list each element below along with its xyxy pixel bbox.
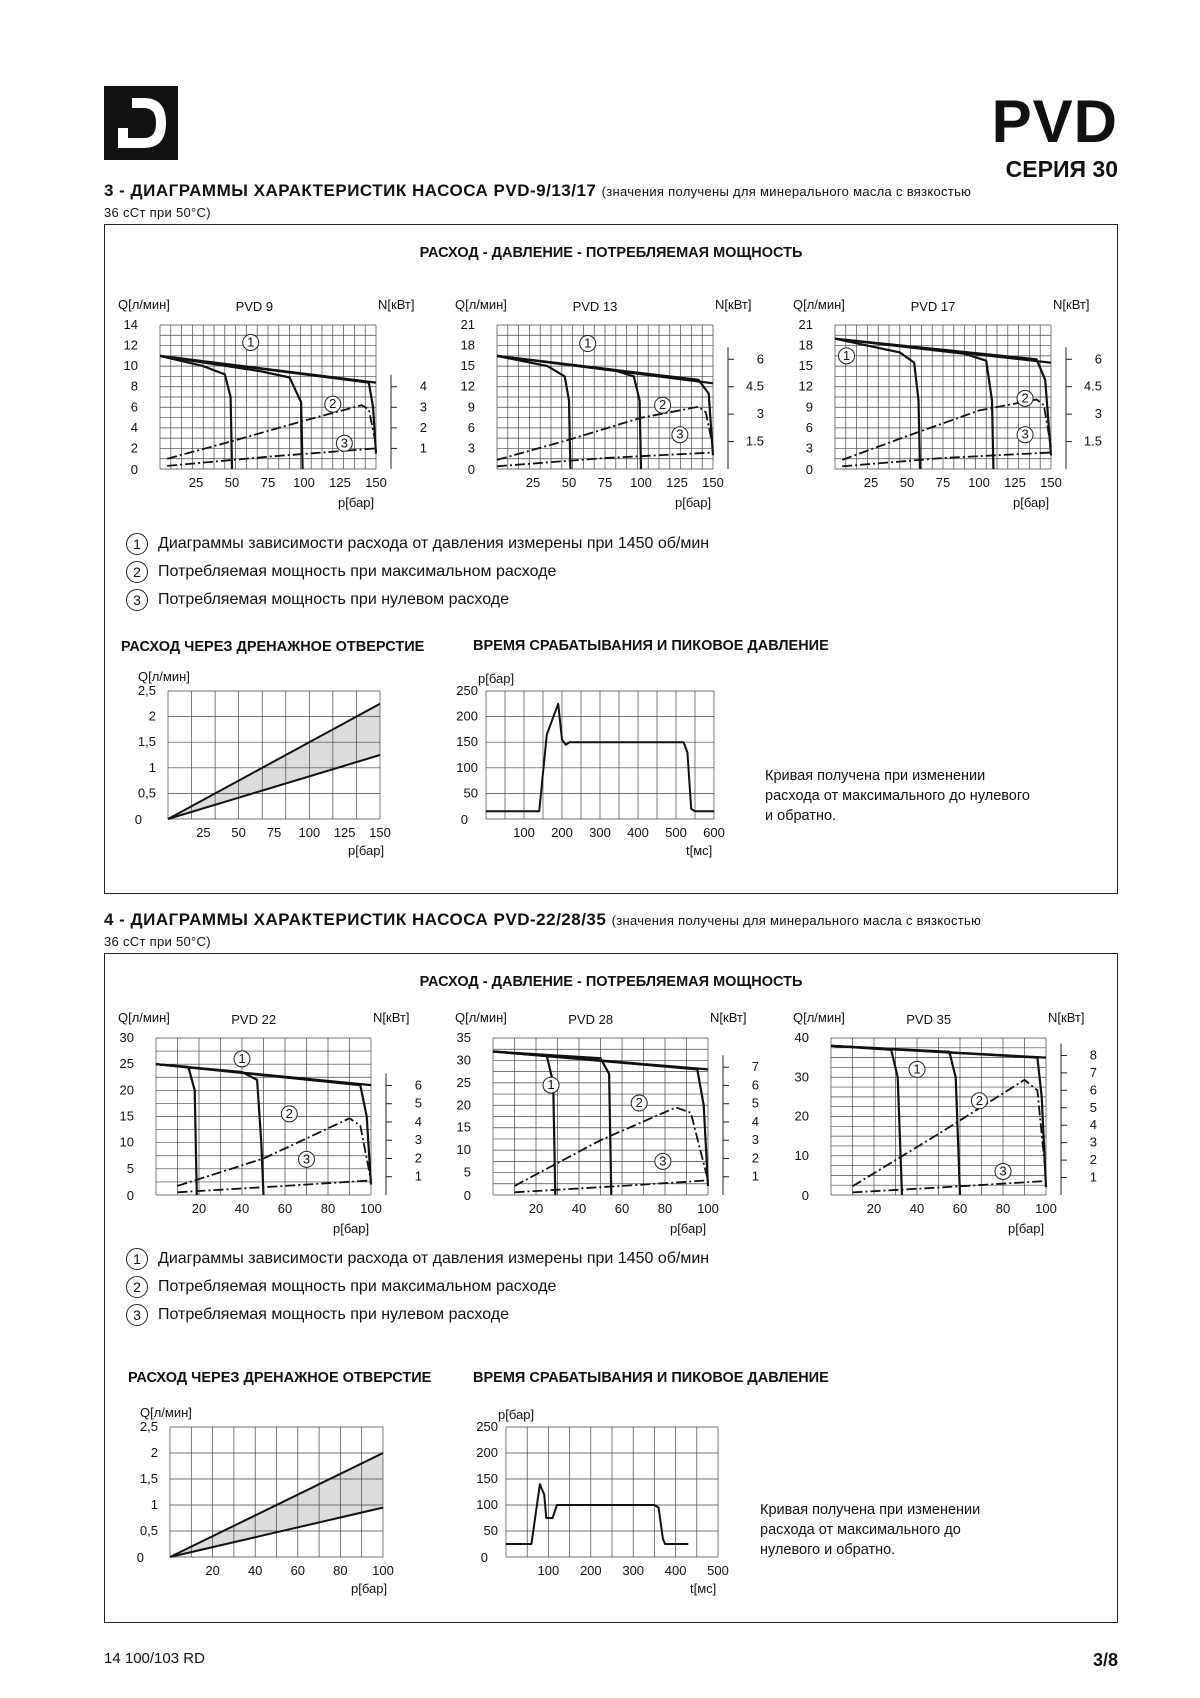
legend-item	[126, 1304, 509, 1326]
x-tick-label: 100	[1035, 1201, 1057, 1216]
drain-chart-title: РАСХОД ЧЕРЕЗ ДРЕНАЖНОЕ ОТВЕРСТИЕ	[128, 1370, 432, 1386]
y2-tick-label: 4	[751, 1113, 759, 1129]
y2-tick-label: 6	[751, 1077, 759, 1093]
x-tick-label: 40	[247, 1563, 263, 1578]
y-tick-label: 12	[460, 378, 475, 394]
x-axis-label: p[бар]	[1013, 495, 1050, 510]
y-tick-label: 20	[119, 1082, 134, 1098]
y2-tick-label: 3	[756, 406, 764, 422]
y-tick-label: 250	[456, 683, 478, 698]
y-tick-label: 30	[456, 1052, 471, 1068]
x-tick-label: 200	[579, 1563, 602, 1578]
y-tick-label: 10	[794, 1147, 809, 1163]
x-tick-label: 50	[224, 475, 240, 490]
y-tick-label: 5	[463, 1164, 471, 1180]
legend-item	[126, 561, 556, 583]
section-3-title	[104, 181, 971, 201]
y-tick-label: 0	[801, 1188, 809, 1203]
caption-line: расхода от максимального до нулевого	[765, 788, 1030, 804]
x-tick-label: 150	[1040, 475, 1062, 490]
y-tick-label: 50	[483, 1523, 498, 1538]
flow-curve	[835, 339, 993, 469]
y-tick-label: 2	[150, 1445, 158, 1460]
chart-response-time-2	[458, 1393, 738, 1602]
response-caption	[765, 766, 1030, 826]
section-3-panel-title: РАСХОД - ДАВЛЕНИЕ - ПОТРЕБЛЯЕМАЯ МОЩНОСТЬ	[419, 245, 803, 261]
y-axis-label: Q[л/мин]	[140, 1405, 192, 1420]
curve-marker-label: 1	[238, 1050, 246, 1066]
y-tick-label: 2	[148, 708, 156, 724]
y2-tick-label: 6	[1089, 1082, 1097, 1098]
x-tick-label: 100	[697, 1201, 719, 1216]
y2-tick-label: 2	[1089, 1152, 1097, 1168]
x-tick-label: 40	[234, 1201, 250, 1216]
x-tick-label: 80	[320, 1201, 336, 1216]
caption-line: Кривая получена при изменении	[760, 1502, 981, 1518]
x-tick-label: 125	[1004, 475, 1026, 490]
x-axis-label: t[мс]	[686, 843, 713, 858]
y-axis-label: Q[л/мин]	[793, 1010, 845, 1025]
y2-tick-label: 3	[1094, 406, 1102, 422]
y-axis-label: p[бар]	[478, 671, 515, 686]
document-number: 14 100/103 RD	[104, 1650, 205, 1667]
response-curve	[506, 1484, 688, 1544]
chart-title: PVD 9	[235, 299, 274, 314]
legend-number: 1	[126, 1248, 148, 1270]
x-tick-label: 100	[372, 1563, 394, 1578]
power-curve-zero-flow	[853, 1181, 1047, 1192]
section-4-note: (значения получены для минерального масла с вязкостью	[611, 913, 982, 928]
x-axis-label: p[бар]	[333, 1221, 370, 1236]
y-axis-label: Q[л/мин]	[455, 1010, 507, 1025]
y2-axis-label: N[кВт]	[710, 1010, 747, 1025]
y-tick-label: 15	[460, 358, 475, 374]
y2-tick-label: 4	[1089, 1117, 1097, 1133]
series-title: СЕРИЯ 30	[1005, 156, 1118, 182]
chart-title: PVD 13	[572, 299, 618, 314]
y-tick-label: 6	[130, 399, 138, 415]
response-chart-title: ВРЕМЯ СРАБАТЫВАНИЯ И ПИКОВОЕ ДАВЛЕНИЕ	[473, 638, 829, 654]
x-tick-label: 50	[561, 475, 577, 490]
y2-tick-label: 2	[751, 1150, 759, 1166]
y2-tick-label: 3	[751, 1132, 759, 1148]
x-tick-label: 100	[298, 825, 321, 840]
y-tick-label: 30	[794, 1069, 809, 1085]
x-tick-label: 25	[863, 475, 879, 490]
x-tick-label: 75	[935, 475, 951, 490]
y-tick-label: 12	[798, 378, 813, 394]
x-tick-label: 125	[666, 475, 688, 490]
y2-tick-label: 2	[419, 419, 427, 435]
x-tick-label: 25	[196, 825, 211, 840]
y-tick-label: 0	[467, 462, 475, 477]
y-tick-label: 20	[794, 1108, 809, 1124]
chart-title: PVD 17	[910, 299, 956, 314]
y2-axis-label: N[кВт]	[378, 297, 415, 312]
power-curve-max-flow	[178, 1118, 372, 1186]
caption-line: и обратно.	[765, 808, 837, 824]
curve-marker-label: 3	[1021, 426, 1029, 442]
response-caption	[760, 1500, 980, 1560]
y2-axis-label: N[кВт]	[715, 297, 752, 312]
y-tick-label: 0	[463, 1188, 471, 1203]
y2-axis-label: N[кВт]	[373, 1010, 410, 1025]
x-tick-label: 100	[537, 1563, 560, 1578]
y-tick-label: 12	[123, 337, 138, 353]
y-tick-label: 150	[456, 734, 478, 750]
x-tick-label: 300	[589, 825, 611, 840]
x-tick-label: 60	[277, 1201, 293, 1216]
x-tick-label: 200	[551, 825, 573, 840]
y-tick-label: 0,5	[137, 785, 156, 801]
y-tick-label: 9	[805, 399, 813, 415]
y-tick-label: 10	[123, 358, 138, 374]
drain-chart-title: РАСХОД ЧЕРЕЗ ДРЕНАЖНОЕ ОТВЕРСТИЕ	[121, 639, 425, 655]
y-tick-label: 1	[148, 759, 156, 775]
y2-tick-label: 7	[1089, 1064, 1097, 1080]
legend-item	[126, 533, 709, 555]
legend-text: Потребляемая мощность при нулевом расходе	[158, 1306, 509, 1323]
legend-number: 3	[126, 589, 148, 611]
y-tick-label: 2,5	[137, 683, 156, 698]
y2-axis-label: N[кВт]	[1053, 297, 1090, 312]
y-axis-label: Q[л/мин]	[793, 297, 845, 312]
flow-curve	[493, 1052, 555, 1196]
y2-tick-label: 4	[419, 378, 427, 394]
y-tick-label: 21	[460, 317, 475, 332]
y2-tick-label: 5	[414, 1095, 422, 1111]
y-tick-label: 1,5	[137, 734, 156, 750]
y-tick-label: 30	[119, 1030, 134, 1045]
x-tick-label: 100	[630, 475, 652, 490]
y-tick-label: 200	[476, 1445, 498, 1460]
x-tick-label: 80	[657, 1201, 673, 1216]
y-tick-label: 0,5	[139, 1523, 158, 1538]
curve-marker-label: 2	[975, 1092, 983, 1108]
legend-item	[126, 1276, 556, 1298]
y-tick-label: 15	[119, 1108, 134, 1124]
x-tick-label: 25	[525, 475, 541, 490]
y-tick-label: 3	[467, 440, 475, 456]
x-axis-label: p[бар]	[338, 495, 375, 510]
section-3-note: (значения получены для минерального масла с вязкостью	[601, 184, 972, 199]
y-axis-label: Q[л/мин]	[118, 1010, 170, 1025]
legend-item	[126, 589, 509, 611]
y-tick-label: 15	[798, 358, 813, 374]
caption-line: расхода от максимального до	[760, 1522, 961, 1538]
y-tick-label: 0	[805, 462, 813, 477]
y-tick-label: 0	[126, 1188, 134, 1203]
y-tick-label: 14	[123, 317, 138, 332]
x-tick-label: 150	[369, 825, 391, 840]
y-axis-label: Q[л/мин]	[138, 669, 190, 684]
chart-title: PVD 35	[906, 1012, 952, 1027]
section-4-panel-title: РАСХОД - ДАВЛЕНИЕ - ПОТРЕБЛЯЕМАЯ МОЩНОСТЬ	[419, 974, 803, 990]
y2-tick-label: 1.5	[745, 433, 764, 449]
y-tick-label: 25	[119, 1056, 134, 1072]
chart-title: PVD 22	[231, 1012, 277, 1027]
x-tick-label: 75	[260, 475, 276, 490]
caption-line: Кривая получена при изменении	[765, 768, 986, 784]
y-tick-label: 150	[476, 1471, 498, 1486]
y-tick-label: 20	[456, 1097, 471, 1113]
x-tick-label: 125	[329, 475, 351, 490]
y-tick-label: 6	[805, 419, 813, 435]
y-tick-label: 1	[150, 1497, 158, 1512]
x-tick-label: 60	[290, 1563, 306, 1578]
section-4-title	[104, 910, 981, 930]
y2-tick-label: 1	[1089, 1169, 1097, 1185]
y-tick-label: 21	[798, 317, 813, 332]
y-axis-label: Q[л/мин]	[455, 297, 507, 312]
flow-curve	[493, 1052, 611, 1196]
y2-tick-label: 1.5	[1083, 433, 1102, 449]
x-axis-label: p[бар]	[1008, 1221, 1045, 1236]
y-tick-label: 35	[456, 1030, 471, 1045]
legend-text: Потребляемая мощность при максимальном расходе	[158, 1278, 557, 1295]
x-tick-label: 150	[365, 475, 387, 490]
curve-marker-label: 1	[842, 347, 851, 363]
x-tick-label: 100	[513, 825, 535, 840]
y-tick-label: 18	[460, 337, 475, 353]
curve-marker-label: 1	[584, 335, 592, 351]
chart-pvd9	[118, 285, 446, 519]
x-tick-label: 80	[333, 1563, 348, 1578]
section-4-note-cont: 36 сСт при 50°С)	[104, 934, 211, 949]
x-tick-label: 20	[205, 1563, 220, 1578]
y2-tick-label: 3	[419, 399, 427, 415]
curve-marker-label: 2	[285, 1105, 293, 1121]
curve-marker-label: 3	[659, 1153, 667, 1169]
brand-title: PVD	[991, 88, 1118, 155]
chart-pvd28	[455, 1010, 778, 1245]
power-curve-zero-flow	[842, 453, 1051, 467]
y-tick-label: 0	[460, 812, 468, 827]
y-tick-label: 25	[456, 1074, 471, 1090]
power-curve-max-flow	[853, 1080, 1047, 1186]
x-tick-label: 100	[293, 475, 315, 490]
y2-tick-label: 6	[756, 351, 764, 367]
flow-curve	[831, 1046, 902, 1195]
x-tick-label: 75	[266, 825, 282, 840]
y2-tick-label: 1	[419, 440, 427, 456]
x-tick-label: 400	[627, 825, 649, 840]
y-tick-label: 9	[467, 399, 475, 415]
y-tick-label: 0	[134, 812, 142, 827]
y2-tick-label: 6	[1094, 351, 1102, 367]
y-tick-label: 0	[130, 462, 138, 477]
y-tick-label: 100	[456, 759, 478, 775]
chart-pvd13	[455, 285, 783, 519]
y-tick-label: 0	[136, 1550, 144, 1565]
curve-marker-label: 1	[247, 334, 255, 350]
curve-marker-label: 1	[547, 1077, 555, 1093]
x-tick-label: 20	[866, 1201, 882, 1216]
y-tick-label: 40	[794, 1030, 809, 1045]
curve-marker-label: 2	[1021, 390, 1029, 406]
y-tick-label: 2,5	[139, 1419, 158, 1434]
y2-tick-label: 1	[751, 1168, 759, 1184]
y-axis-label: p[бар]	[498, 1407, 535, 1422]
legend-text: Потребляемая мощность при нулевом расходе	[158, 591, 509, 608]
legend-text: Потребляемая мощность при максимальном расходе	[158, 563, 557, 580]
caption-line: нулевого и обратно.	[760, 1542, 896, 1558]
x-axis-label: p[бар]	[675, 495, 712, 510]
y2-tick-label: 4.5	[1083, 378, 1102, 394]
page-number: 3/8	[1092, 1650, 1118, 1670]
chart-pvd22	[118, 1010, 441, 1245]
legend-text: Диаграммы зависимости расхода от давления измерены при 1450 об/мин	[158, 1250, 710, 1267]
legend-number: 3	[126, 1304, 148, 1326]
chart-drain-flow-1	[120, 660, 400, 864]
y-axis-label: Q[л/мин]	[118, 297, 170, 312]
curve-marker-label: 1	[913, 1061, 921, 1077]
x-tick-label: 25	[188, 475, 204, 490]
y-tick-label: 250	[476, 1419, 498, 1434]
y2-tick-label: 8	[1089, 1047, 1097, 1063]
y2-tick-label: 1	[414, 1168, 422, 1184]
chart-pvd35	[793, 1010, 1116, 1245]
x-tick-label: 500	[707, 1563, 729, 1578]
y-tick-label: 10	[119, 1134, 134, 1150]
y2-tick-label: 4.5	[745, 378, 764, 394]
x-tick-label: 60	[952, 1201, 968, 1216]
curve-marker-label: 3	[999, 1163, 1007, 1179]
response-chart-title: ВРЕМЯ СРАБАТЫВАНИЯ И ПИКОВОЕ ДАВЛЕНИЕ	[473, 1370, 829, 1386]
x-tick-label: 40	[571, 1201, 587, 1216]
section-4-heading: 4 - ДИАГРАММЫ ХАРАКТЕРИСТИК НАСОСА PVD-22/28/35	[104, 910, 607, 929]
x-tick-label: 50	[899, 475, 915, 490]
x-tick-label: 100	[360, 1201, 382, 1216]
x-axis-label: p[бар]	[351, 1581, 388, 1596]
legend-number: 2	[126, 1276, 148, 1298]
x-tick-label: 400	[664, 1563, 687, 1578]
chart-response-time-1	[458, 660, 734, 864]
x-tick-label: 80	[995, 1201, 1011, 1216]
y-tick-label: 1,5	[139, 1471, 158, 1486]
y2-tick-label: 3	[1089, 1134, 1097, 1150]
y-tick-label: 2	[130, 440, 138, 456]
y-tick-label: 18	[798, 337, 813, 353]
y2-tick-label: 7	[751, 1059, 759, 1075]
legend-item	[126, 1248, 709, 1270]
y-tick-label: 15	[456, 1119, 471, 1135]
section-3-heading: 3 - ДИАГРАММЫ ХАРАКТЕРИСТИК НАСОСА PVD-9/13/17	[104, 181, 597, 200]
legend-number: 2	[126, 561, 148, 583]
y2-tick-label: 3	[414, 1132, 422, 1148]
y-tick-label: 4	[130, 419, 138, 435]
x-axis-label: p[бар]	[348, 843, 385, 858]
legend-number: 1	[126, 533, 148, 555]
x-tick-label: 100	[968, 475, 990, 490]
x-tick-label: 300	[622, 1563, 645, 1578]
y2-tick-label: 5	[1089, 1099, 1097, 1115]
curve-marker-label: 2	[635, 1095, 643, 1111]
y2-tick-label: 6	[414, 1077, 422, 1093]
y-tick-label: 8	[130, 378, 138, 394]
y-tick-label: 50	[463, 785, 478, 801]
y-tick-label: 6	[467, 419, 475, 435]
y-tick-label: 5	[126, 1160, 134, 1176]
x-tick-label: 150	[702, 475, 724, 490]
y-tick-label: 100	[476, 1497, 498, 1512]
x-tick-label: 500	[665, 825, 687, 840]
chart-drain-flow-2	[120, 1393, 403, 1602]
y-tick-label: 3	[805, 440, 813, 456]
y2-axis-label: N[кВт]	[1048, 1010, 1085, 1025]
chart-title: PVD 28	[568, 1012, 614, 1027]
y-tick-label: 200	[456, 708, 478, 724]
y2-tick-label: 5	[751, 1095, 759, 1111]
curve-marker-label: 3	[676, 426, 684, 442]
section-3-note-cont: 36 сСт при 50°С)	[104, 205, 211, 220]
y2-tick-label: 4	[414, 1113, 422, 1129]
curve-marker-label: 3	[302, 1151, 311, 1167]
x-axis-label: t[мс]	[690, 1581, 717, 1596]
x-tick-label: 60	[614, 1201, 630, 1216]
y2-tick-label: 2	[414, 1150, 422, 1166]
x-axis-label: p[бар]	[670, 1221, 707, 1236]
x-tick-label: 125	[333, 825, 356, 840]
chart-pvd17	[793, 285, 1121, 519]
x-tick-label: 50	[231, 825, 246, 840]
curve-marker-label: 2	[658, 397, 667, 413]
x-tick-label: 75	[597, 475, 613, 490]
x-tick-label: 600	[703, 825, 725, 840]
x-tick-label: 40	[909, 1201, 925, 1216]
legend-text: Диаграммы зависимости расхода от давления измерены при 1450 об/мин	[158, 535, 710, 552]
x-tick-label: 20	[191, 1201, 207, 1216]
company-logo	[104, 86, 178, 160]
x-tick-label: 20	[528, 1201, 544, 1216]
curve-marker-label: 2	[329, 396, 337, 412]
y-tick-label: 0	[480, 1550, 488, 1565]
y-tick-label: 10	[456, 1142, 471, 1158]
curve-marker-label: 3	[340, 435, 348, 451]
